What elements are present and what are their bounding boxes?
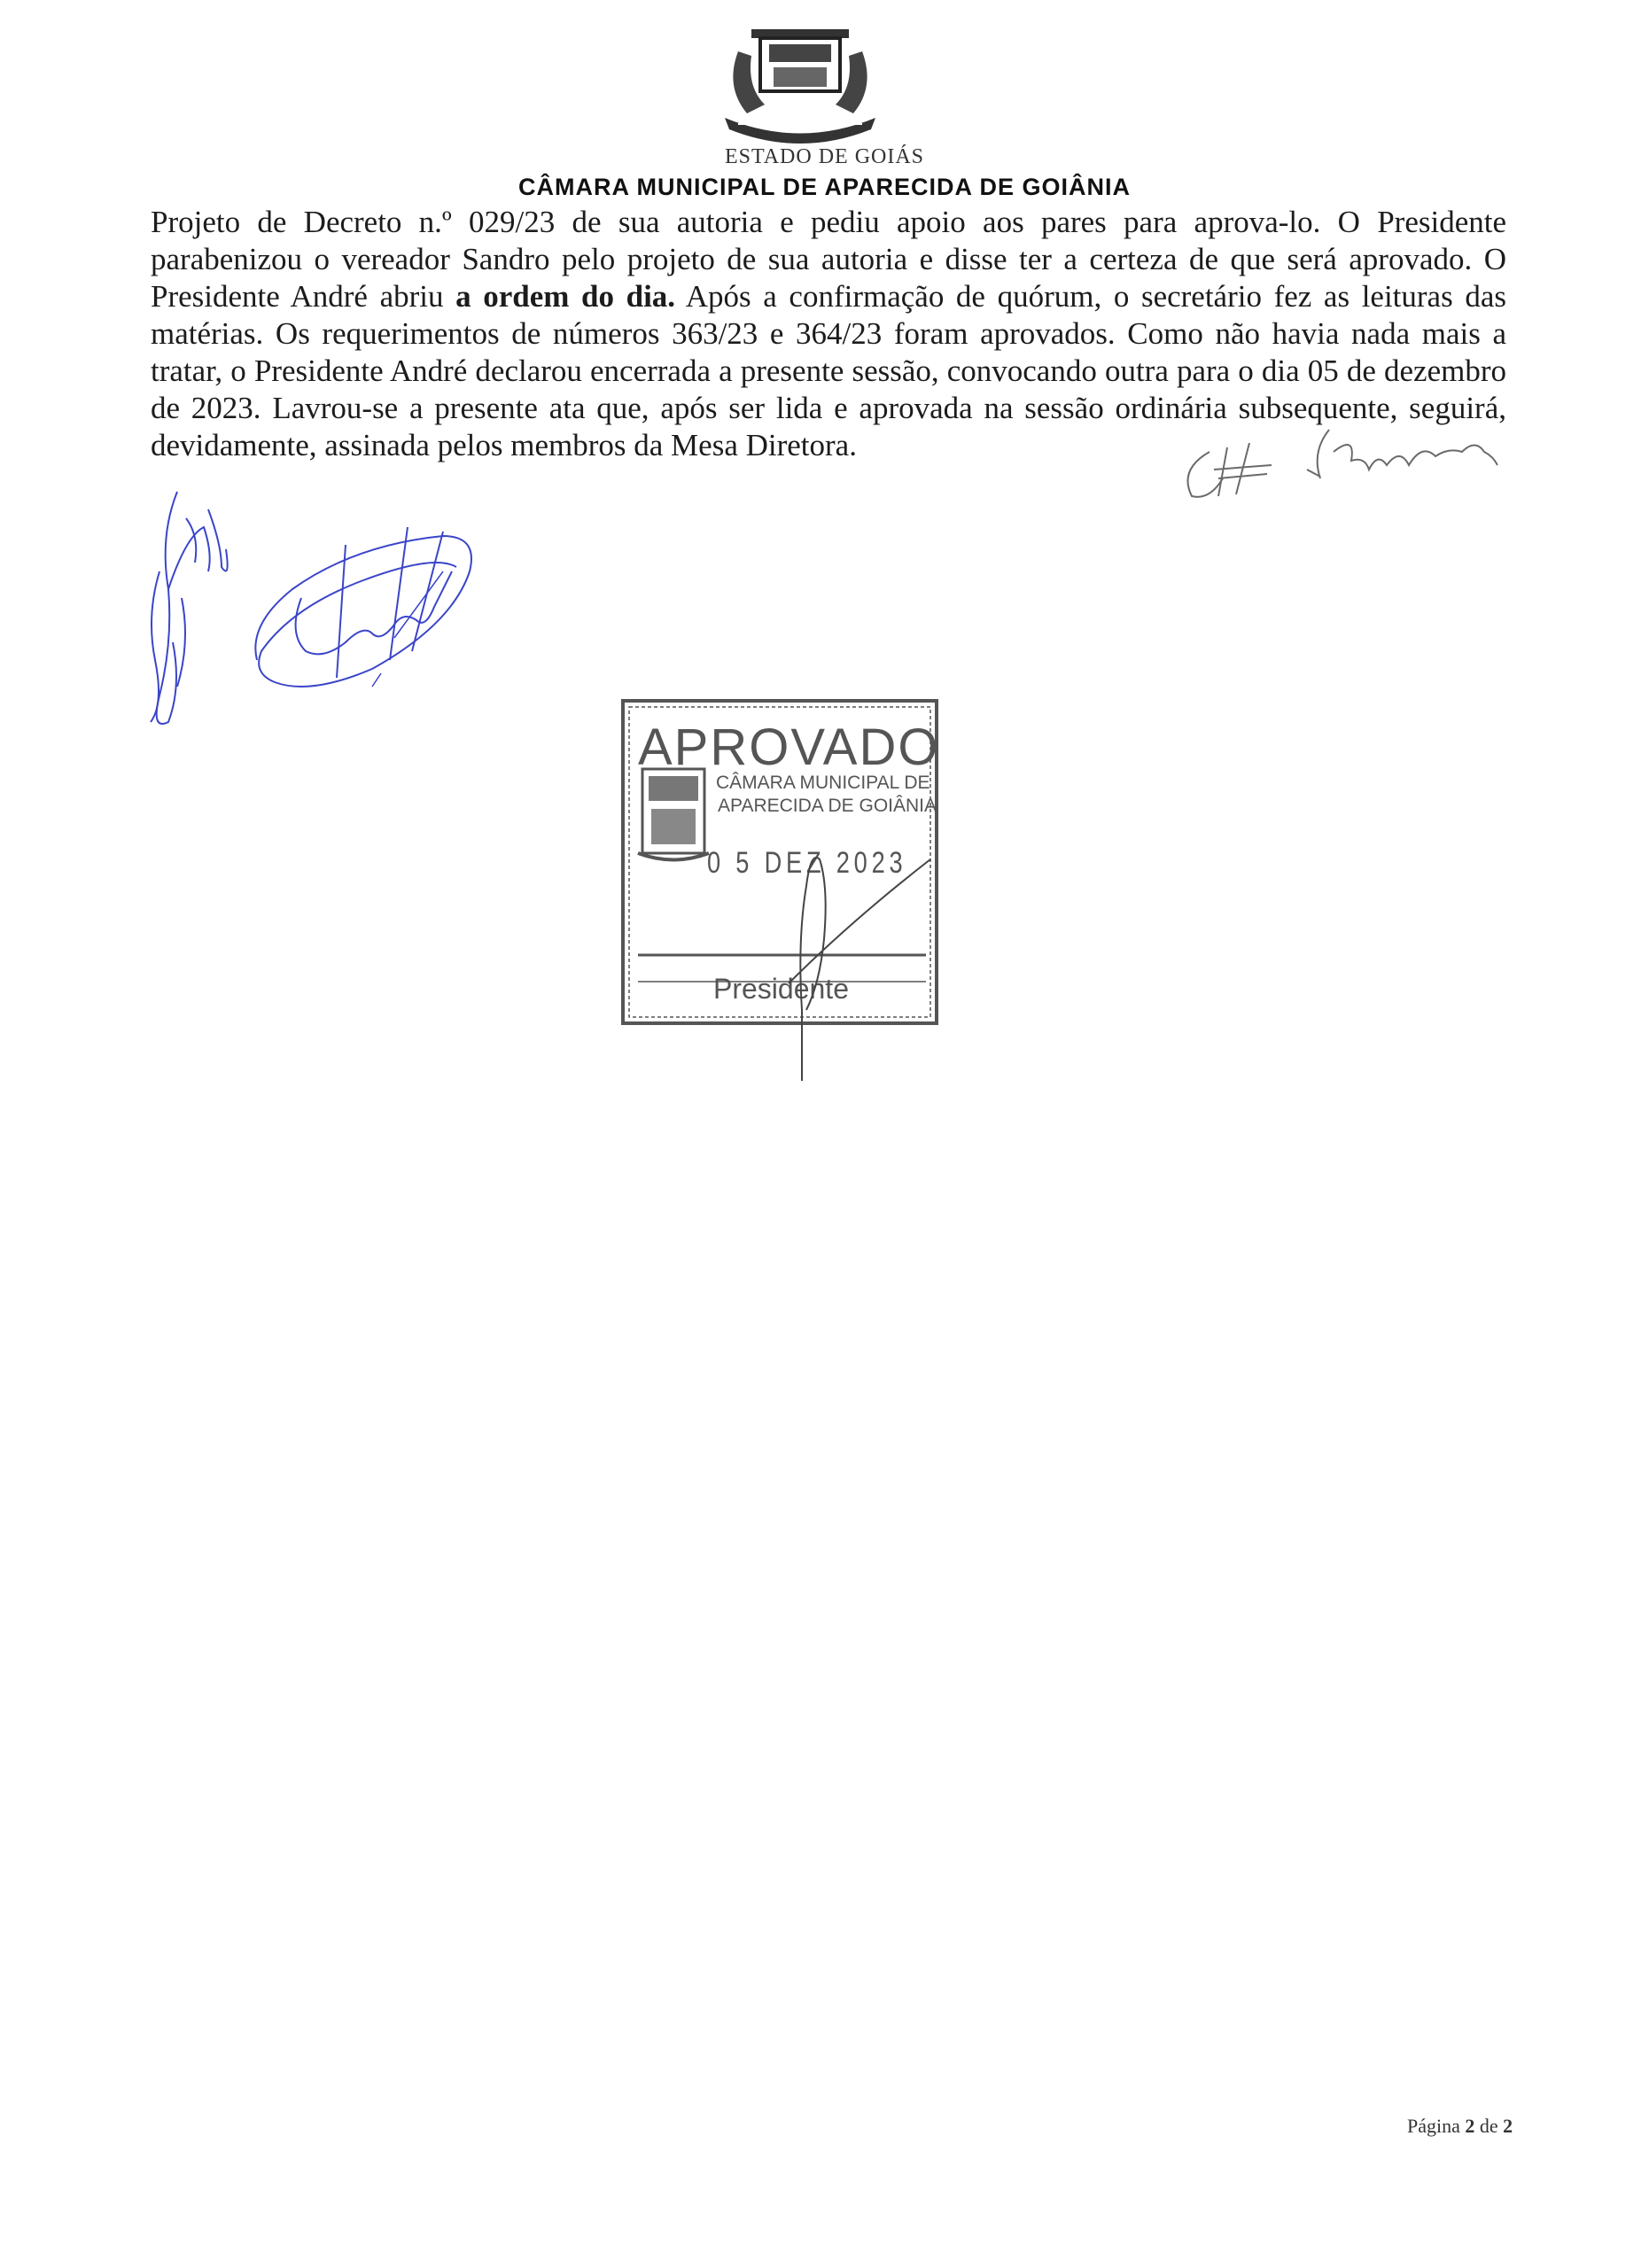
page-number	[1407, 2115, 1513, 2138]
stamp-org-line-1: CÂMARA MUNICIPAL DE	[716, 773, 930, 793]
signature-president	[762, 833, 939, 1099]
signature-blue-2	[239, 518, 496, 695]
stamp-role: Presidente	[713, 973, 849, 1005]
paragraph-text-2: Após a confirmação de quórum, o secretário fez as leituras das matérias. Os requerimentos de números 363/23 e 364/23 foram aprovados. Como não havia nada mais a tratar, o Presidente André declarou encerrada a presente sessão, convocando outra para o dia 05 de dezembro de 2023. Lavrou-se a presente ata que, após ser lida e aprovada na sessão ordinária subsequente, seguirá, devidamente, assinada pelos membros da Mesa Diretora.	[151, 279, 1506, 462]
signature-gray-2	[1303, 416, 1506, 496]
page-prefix: Página	[1407, 2115, 1460, 2137]
page-separator: de	[1479, 2115, 1498, 2137]
signature-gray-1	[1174, 434, 1289, 505]
stamp-title: APROVADO	[638, 718, 940, 776]
stamp-crest-icon	[638, 769, 709, 860]
signature-blue-1	[133, 483, 230, 740]
chamber-name: CÂMARA MUNICIPAL DE APARECIDA DE GOIÂNIA	[517, 174, 1131, 200]
paragraph-text-1: Projeto de Decreto n.º 029/23 de sua autoria e pediu apoio aos pares para aprova-lo. O Presidente parabenizou o vereador Sandro pelo projeto de sua autoria e disse ter a certeza de que será aprovado. O Presidente André abriu	[151, 205, 1506, 314]
stamp-org-line-2: APARECIDA DE GOIÂNIA	[718, 796, 937, 816]
stamp-date: 0 5 DEZ 2023	[707, 846, 907, 880]
coat-of-arms-icon	[712, 25, 889, 149]
paragraph-bold-text: a ordem do dia.	[455, 279, 676, 314]
page-total: 2	[1503, 2115, 1513, 2137]
page-current: 2	[1465, 2115, 1475, 2137]
state-name: ESTADO DE GOIÁS	[724, 145, 925, 168]
